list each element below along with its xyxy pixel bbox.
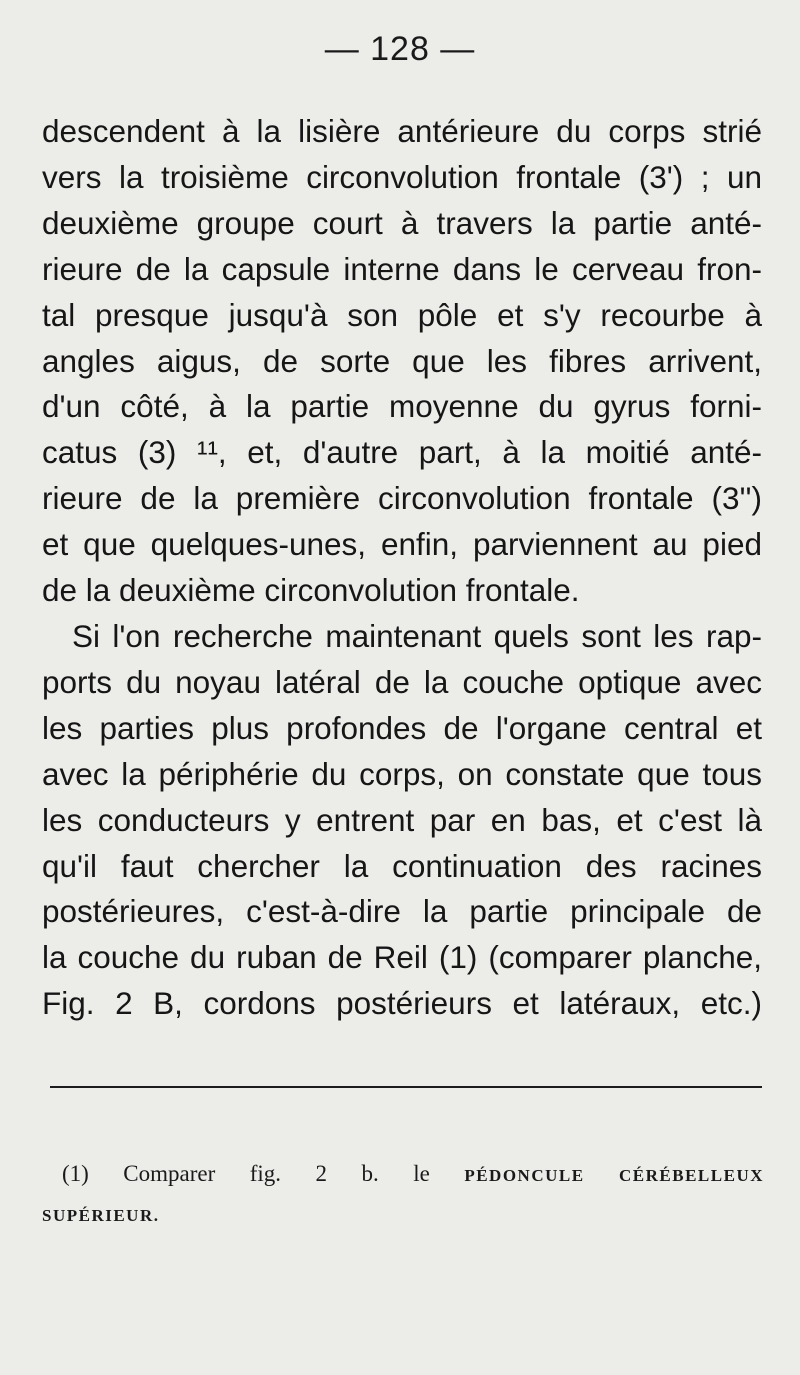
text-line: Fig. 2 B, cordons postérieurs et latéraux, etc.): [42, 985, 762, 1022]
text-line: rieure de la capsule interne dans le cerveau fron-: [42, 250, 762, 287]
text-line: avec la périphérie du corps, on constate que tous: [42, 755, 762, 792]
footnote-divider: [50, 1086, 762, 1088]
text-line: les parties plus profondes de l'organe central et: [42, 709, 762, 746]
footnote-small-caps: PÉDONCULE CÉRÉBELLEUX: [464, 1166, 765, 1185]
text-line: catus (3) ¹¹, et, d'autre part, à la moitié anté-: [42, 434, 762, 471]
text-line: la couche du ruban de Reil (1) (comparer planche,: [42, 939, 762, 976]
footnote: [42, 1154, 764, 1236]
body-text: [42, 109, 762, 1027]
footnote-line: [42, 1154, 764, 1196]
text-line: tal presque jusqu'à son pôle et s'y recourbe à: [42, 296, 762, 333]
footnote-text: (1) Comparer fig. 2 b. le: [62, 1161, 430, 1186]
text-line: angles aigus, de sorte que les fibres arrivent,: [42, 342, 762, 379]
text-line: rieure de la première circonvolution frontale (3''): [42, 480, 762, 517]
text-line: de la deuxième circonvolution frontale.: [42, 572, 580, 609]
text-line: postérieures, c'est-à-dire la partie principale de: [42, 893, 762, 930]
text-line: et que quelques-unes, enfin, parviennent au pied: [42, 526, 762, 563]
text-line: ports du noyau latéral de la couche optique avec: [42, 663, 762, 700]
page-number: — 128 —: [324, 30, 476, 68]
text-line: les conducteurs y entrent par en bas, et c'est là: [42, 801, 762, 838]
text-line: Si l'on recherche maintenant quels sont les rap-: [72, 617, 762, 654]
text-line: qu'il faut chercher la continuation des racines: [42, 847, 762, 884]
text-line: vers la troisième circonvolution frontale (3') ; un: [42, 158, 762, 195]
text-line: d'un côté, à la partie moyenne du gyrus forni-: [42, 388, 762, 425]
text-line: deuxième groupe court à travers la partie anté-: [42, 204, 762, 241]
footnote-continuation: SUPÉRIEUR.: [42, 1206, 160, 1225]
text-line: descendent à la lisière antérieure du corps strié: [42, 113, 762, 149]
